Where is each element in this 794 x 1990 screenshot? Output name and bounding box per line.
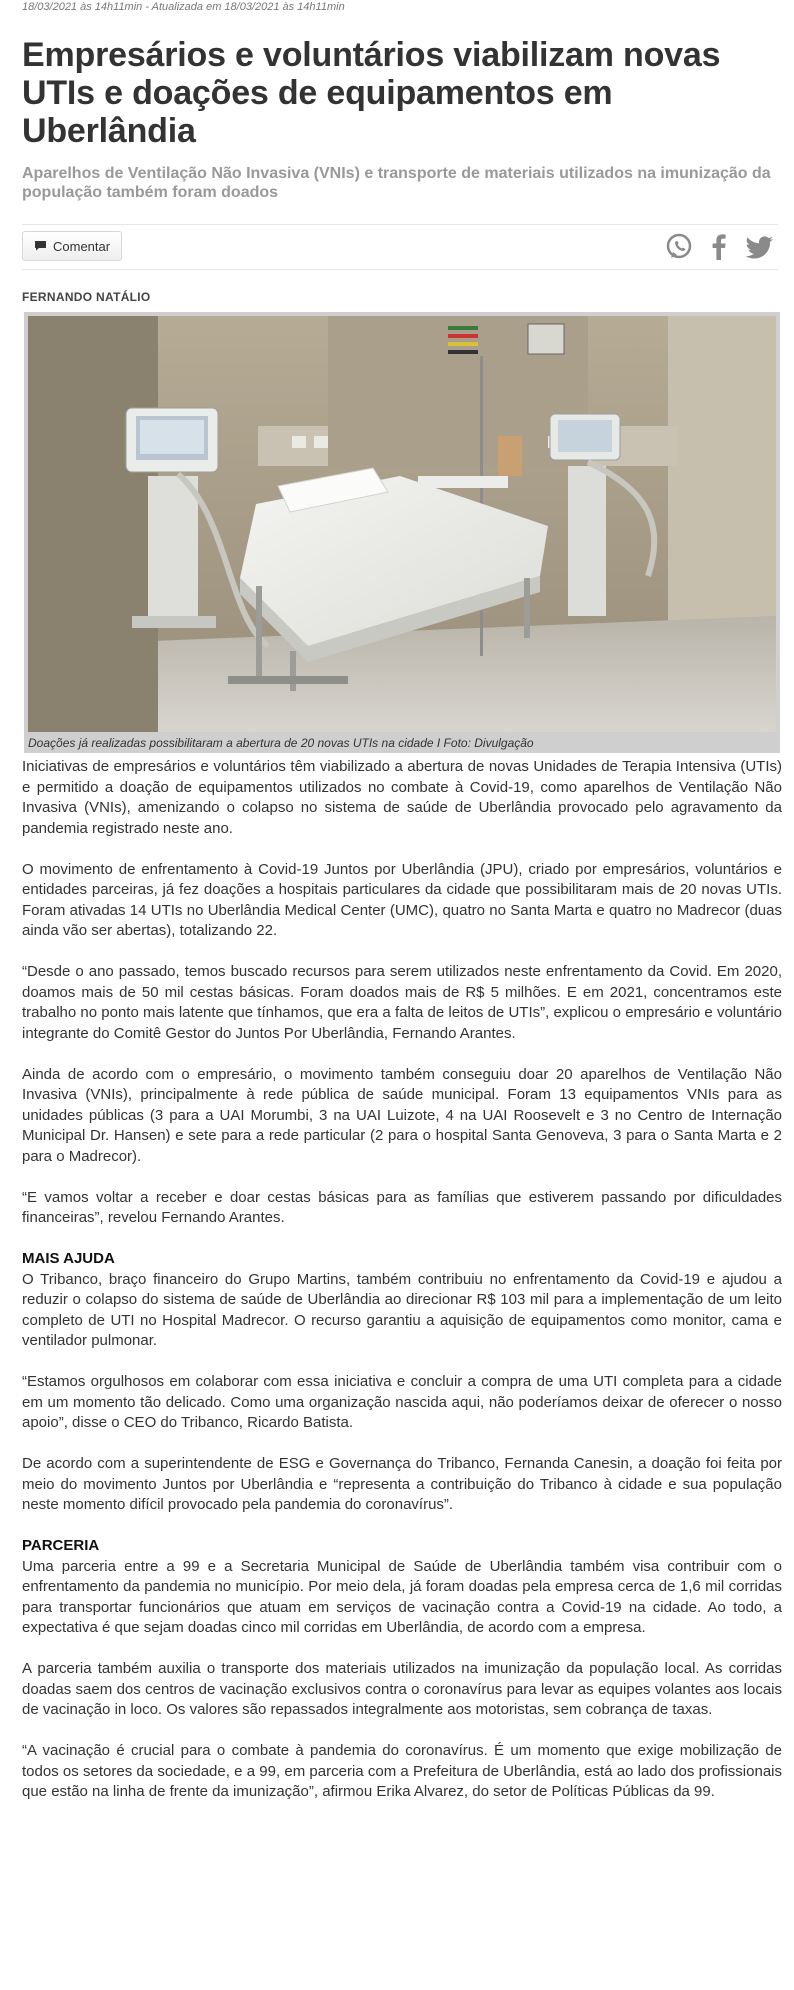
paragraph: A parceria também auxilia o transporte dos materiais utilizados na imunização da população local. As corridas doadas saem dos centros de vacinação exclusivos contra o coronavírus para levar as equipes volantes aos locais de vacinação in loco. Os valores são repassados integralmente aos motoristas, sem cobrança de taxas. — [22, 1660, 782, 1718]
author-byline: FERNANDO NATÁLIO — [22, 290, 151, 304]
paragraph: “Estamos orgulhosos em colaborar com essa iniciativa e concluir a compra de uma UTI completa para a cidade em um momento tão delicado. Como uma organização nascida aqui, não poderíamos deixar de oferecer o nosso apoio”, disse o CEO do Tribanco, Ricardo Batista. — [22, 1373, 782, 1431]
photo-caption: Doações já realizadas possibilitaram a abertura de 20 novas UTIs na cidade I Foto: Divulgação — [28, 736, 534, 750]
comment-button[interactable] — [22, 231, 122, 261]
subtitle: Aparelhos de Ventilação Não Invasiva (VNIs) e transporte de materiais utilizados na imunização da população também foram doados — [22, 165, 771, 201]
paragraph: O movimento de enfrentamento à Covid-19 Juntos por Uberlândia (JPU), criado por empresários, voluntários e entidades parceiras, já fez doações a hospitais particulares da cidade que possibilitaram mais de 20 novas UTIs. Foram ativadas 14 UTIs no Uberlândia Medical Center (UMC), quatro no Santa Marta e quatro no Madrecor (duas ainda vão ser abertas), totalizando 22. — [22, 860, 782, 939]
article-body — [22, 757, 782, 1823]
section-heading-mais-ajuda: MAIS AJUDA — [22, 1250, 115, 1267]
facebook-icon — [704, 232, 734, 262]
whatsapp-share-button[interactable] — [660, 228, 698, 266]
paragraph: Iniciativas de empresários e voluntários têm viabilizado a abertura de novas Unidades de Terapia Intensiva (UTIs) e permitido a doação de equipamentos utilizados no combate à Covid-19, como aparelhos de Ventilação Não Invasiva (VNIs), amenizando o colapso no sistema de saúde de Uberlândia provocado pelo agravamento da pandemia registrado neste ano. — [22, 758, 782, 837]
facebook-share-button[interactable] — [700, 228, 738, 266]
paragraph: O Tribanco, braço financeiro do Grupo Martins, também contribuiu no enfrentamento da Covid-19 e ajudou a reduzir o colapso do sistema de saúde de Uberlândia ao direcionar R$ 103 mil para a implementação de um leito completo de UTI no Hospital Madrecor. O recurso garantiu a aquisição de equipamentos como monitor, cama e ventilador pulmonar. — [22, 1270, 782, 1349]
speech-bubble-icon — [34, 239, 47, 254]
paragraph: Uma parceria entre a 99 e a Secretaria Municipal de Saúde de Uberlândia também visa contribuir com o enfrentamento da pandemia no município. Por meio dela, já foram doadas pela empresa cerca de 1,6 mil corridas para transportar funcionários que atuam em serviços de vacinação contra a Covid-19 na cidade. Ao todo, a expectativa é que sejam doadas cinco mil corridas em Uberlândia, de acordo com a empresa. — [22, 1557, 782, 1636]
section-heading-parceria: PARCERIA — [22, 1537, 100, 1554]
paragraph: De acordo com a superintendente de ESG e Governança do Tribanco, Fernanda Canesin, a doação foi feita por meio do movimento Juntos por Uberlândia e “representa a contribuição do Tribanco à cidade e sua população neste momento difícil provocado pela pandemia do coronavírus”. — [22, 1455, 782, 1513]
paragraph: “E vamos voltar a receber e doar cestas básicas para as famílias que estiverem passando por dificuldades financeiras”, revelou Fernando Arantes. — [22, 1188, 782, 1226]
hospital-room-photo — [28, 316, 776, 732]
twitter-icon — [743, 232, 775, 262]
dateline: 18/03/2021 às 14h11min - Atualizada em 18/03/2021 às 14h11min — [22, 1, 345, 13]
share-buttons — [660, 228, 778, 266]
paragraph: Ainda de acordo com o empresário, o movimento também conseguiu doar 20 aparelhos de Ventilação Não Invasiva (VNIs), principalmente à rede pública de saúde municipal. Foram 13 equipamentos VNIs para as unidades públicas (3 para a UAI Morumbi, 3 na UAI Luizote, 4 na UAI Roosevelt e 3 no Centro de Internação Municipal Dr. Hansen) e sete para a rede particular (2 para o hospital Santa Genoveva, 3 para o Santa Marta e 2 para o Madrecor). — [22, 1065, 782, 1165]
whatsapp-icon — [664, 232, 694, 262]
paragraph: “A vacinação é crucial para o combate à pandemia do coronavírus. É um momento que exige mobilização de todos os setores da sociedade, e a 99, em parceria com a Prefeitura de Uberlândia, está ao lado dos profissionais que estão na linha de frente da imunização”, afirmou Erika Alvarez, do setor de Políticas Públicas da 99. — [22, 1742, 782, 1800]
article-toolbar — [22, 224, 778, 270]
twitter-share-button[interactable] — [740, 228, 778, 266]
headline: Empresários e voluntários viabilizam novas UTIs e doações de equipamentos em Uberlândia — [22, 36, 721, 150]
paragraph: “Desde o ano passado, temos buscado recursos para serem utilizados neste enfrentamento da Covid. Em 2020, doamos mais de 50 mil cestas básicas. Foram doados mais de R$ 5 milhões. E em 2021, concentramos este trabalho no ponto mais latente que tínhamos, que era a falta de leitos de UTIs”, explicou o empresário e voluntário integrante do Comitê Gestor do Juntos Por Uberlândia, Fernando Arantes. — [22, 963, 782, 1042]
article-figure — [24, 312, 780, 753]
comment-button-label: Comentar — [53, 238, 111, 254]
